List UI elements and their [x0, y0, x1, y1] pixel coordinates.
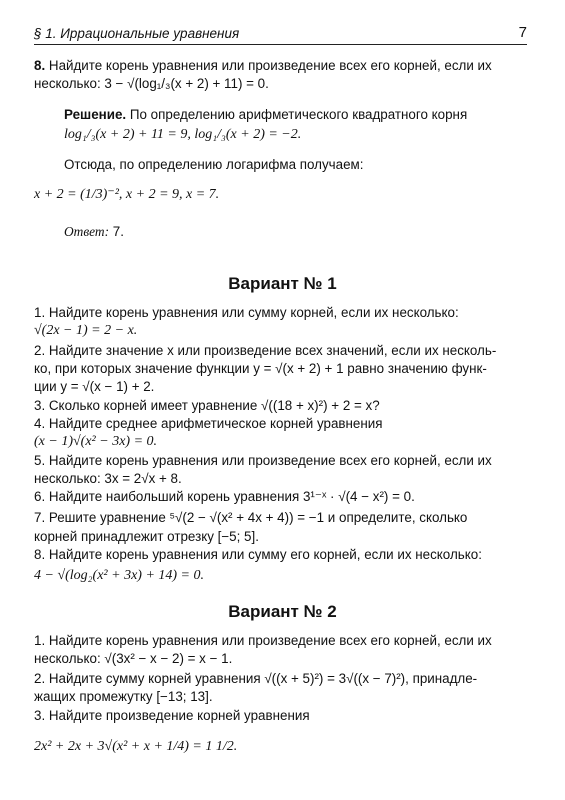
- answer-label: Ответ:: [64, 224, 110, 239]
- variant-2-line: 2x² + 2x + 3√(x² + x + 1/4) = 1 1/2.: [34, 739, 238, 754]
- solution-text: По определению арифметического квадратного корня: [126, 107, 468, 122]
- example-question-line-1: [34, 57, 492, 74]
- example-question-number: 8.: [34, 58, 46, 73]
- solution-label: Решение.: [64, 107, 127, 122]
- variant-1-line: √(2x − 1) = 2 − x.: [34, 323, 138, 338]
- variant-1-line: 2. Найдите значение x или произведение всех значений, если их несколь-: [34, 343, 497, 358]
- variant-1-line: несколько: 3x = 2√x + 8.: [34, 471, 182, 486]
- page-number: 7: [518, 24, 527, 41]
- example-question-line-2: несколько: 3 − √(log₁/₃(x + 2) + 11) = 0.: [34, 76, 269, 91]
- variant-1-line: (x − 1)√(x² − 3x) = 0.: [34, 434, 158, 449]
- example-question-text: Найдите корень уравнения или произведение всех его корней, если их: [45, 58, 492, 73]
- running-header: [34, 24, 527, 45]
- variant-2-line: несколько: √(3x² − x − 2) = x − 1.: [34, 651, 233, 666]
- variant-1-line: 3. Сколько корней имеет уравнение √((18 + x)²) + 2 = x?: [34, 398, 380, 413]
- variant-2-line: 1. Найдите корень уравнения или произведение всех его корней, если их: [34, 633, 492, 648]
- variant-1-line: 4. Найдите среднее арифметическое корней уравнения: [34, 416, 383, 431]
- variant-1-line: ко, при которых значение функции y = √(x + 2) + 1 равно значению функ-: [34, 361, 487, 376]
- variant-2-title: Вариант № 2: [228, 602, 337, 621]
- variant-1-line: 4 − √(log₂(x² + 3x) + 14) = 0.: [34, 568, 205, 583]
- header-title: § 1. Иррациональные уравнения: [34, 26, 240, 41]
- variant-2-line: 3. Найдите произведение корней уравнения: [34, 708, 310, 723]
- variant-1-title: Вариант № 1: [228, 274, 337, 293]
- variant-1-line: 7. Решите уравнение ⁵√(2 − √(x² + 4x + 4)) = −1 и определите, сколько: [34, 510, 468, 525]
- variant-1-line: 6. Найдите наибольший корень уравнения 3¹⁻ˣ · √(4 − x²) = 0.: [34, 489, 415, 504]
- variant-1-line: ции y = √(x − 1) + 2.: [34, 379, 155, 394]
- variant-2-line: жащих промежутку [−13; 13].: [34, 689, 213, 704]
- variant-1-line: 5. Найдите корень уравнения или произведение всех его корней, если их: [34, 453, 492, 468]
- variant-1-line: корней принадлежит отрезку [−5; 5].: [34, 529, 259, 544]
- solution-line-2: log₁/₃(x + 2) + 11 = 9, log₁/₃(x + 2) = −2.: [64, 127, 302, 142]
- solution-line-4: x + 2 = (1/3)⁻², x + 2 = 9, x = 7.: [34, 187, 220, 202]
- variant-1-line: 1. Найдите корень уравнения или сумму корней, если их несколько:: [34, 305, 459, 320]
- variant-1-line: 8. Найдите корень уравнения или сумму его корней, если их несколько:: [34, 547, 482, 562]
- answer-line: [64, 223, 124, 240]
- solution-line-1: [64, 106, 467, 123]
- solution-line-3: Отсюда, по определению логарифма получаем:: [64, 157, 364, 172]
- answer-value: 7.: [109, 224, 124, 239]
- variant-2-line: 2. Найдите сумму корней уравнения √((x + 5)²) = 3√((x − 7)²), принадле-: [34, 671, 478, 686]
